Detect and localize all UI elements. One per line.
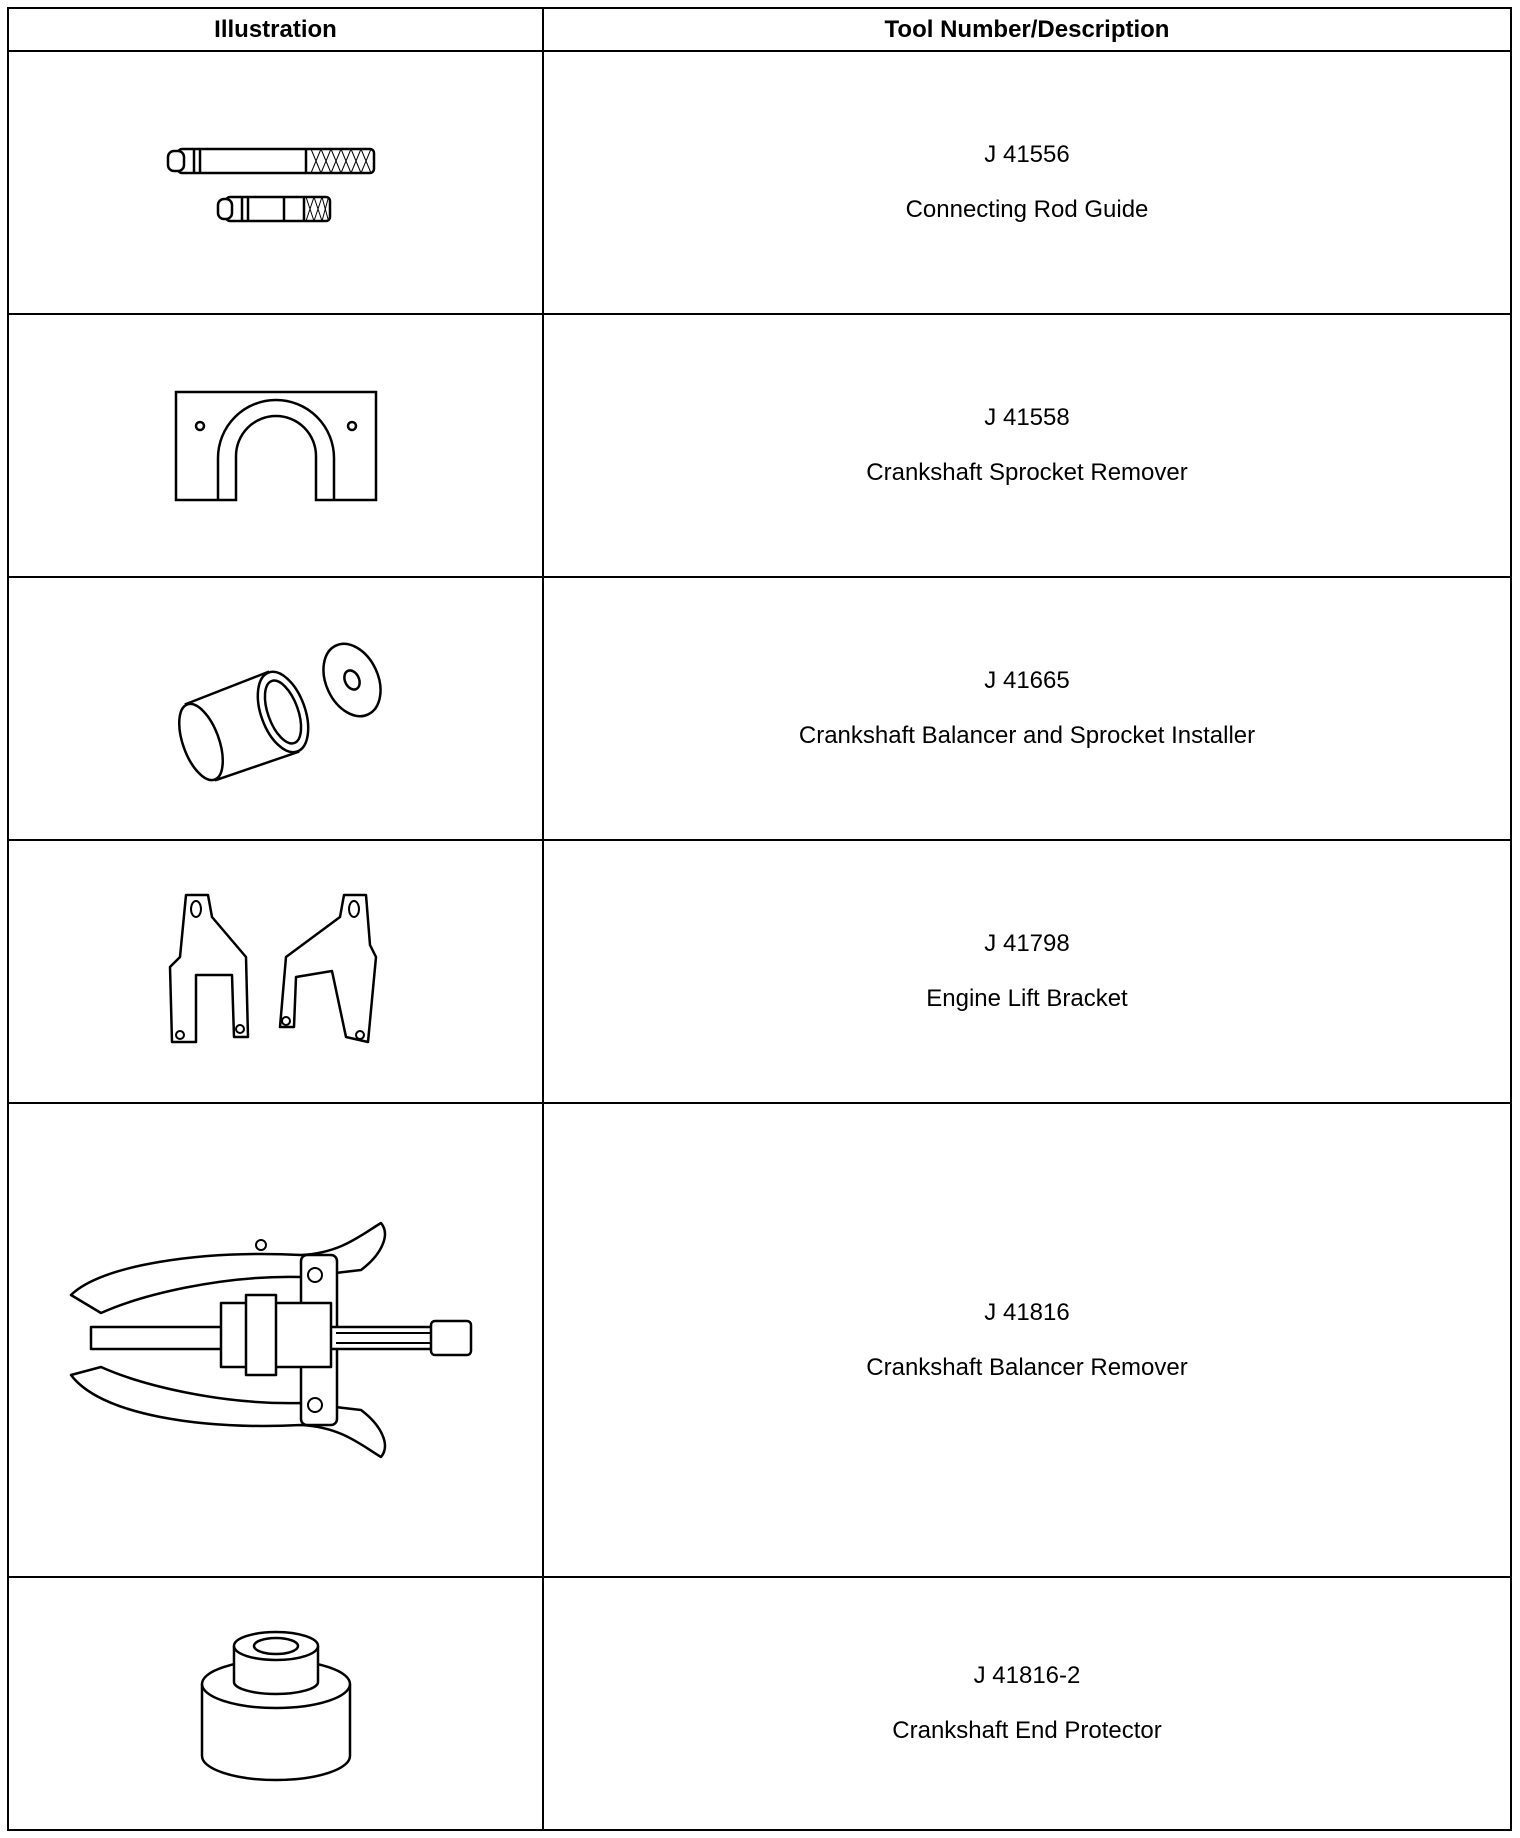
header-row (8, 8, 1511, 51)
tool-description-cell (543, 51, 1511, 314)
tool-description: Crankshaft Balancer Remover (866, 1353, 1188, 1381)
table-row (8, 1577, 1511, 1830)
sprocket-remover-plate-icon (166, 386, 386, 506)
tool-description-cell (543, 577, 1511, 840)
table-row (8, 577, 1511, 840)
header-illustration: Illustration (8, 8, 543, 51)
table-row (8, 840, 1511, 1103)
tool-description: Connecting Rod Guide (905, 196, 1149, 223)
illustration-cell (8, 840, 543, 1103)
tool-description: Engine Lift Bracket (926, 985, 1128, 1012)
tool-number: J 41558 (984, 404, 1070, 431)
tool-description: Crankshaft Balancer and Sprocket Installer (798, 722, 1256, 749)
illustration-cell (8, 1103, 543, 1577)
tool-description-cell (543, 840, 1511, 1103)
tool-table (7, 7, 1512, 1831)
puller-icon (61, 1215, 491, 1465)
illustration-cell (8, 314, 543, 577)
tool-number: J 41665 (984, 667, 1070, 694)
tool-description: Crankshaft End Protector (892, 1717, 1162, 1744)
tool-number: J 41816-2 (973, 1662, 1081, 1689)
tool-number: J 41798 (984, 930, 1070, 957)
table-row (8, 51, 1511, 314)
tool-number: J 41816 (984, 1298, 1070, 1326)
installer-sleeve-washer-icon (156, 634, 396, 784)
tool-description-cell (543, 1577, 1511, 1830)
connecting-rod-guide-icon (156, 133, 396, 233)
table-row (8, 314, 1511, 577)
illustration-cell (8, 51, 543, 314)
tool-description: Crankshaft Sprocket Remover (866, 459, 1188, 486)
table-row (8, 1103, 1511, 1577)
tool-description-cell (543, 1103, 1511, 1577)
illustration-cell (8, 1577, 543, 1830)
end-protector-icon (196, 1624, 356, 1784)
lift-bracket-icon (156, 887, 396, 1057)
tool-description-cell (543, 314, 1511, 577)
tool-number: J 41556 (984, 141, 1070, 168)
illustration-cell (8, 577, 543, 840)
header-tool-number-description: Tool Number/Description (543, 8, 1511, 51)
